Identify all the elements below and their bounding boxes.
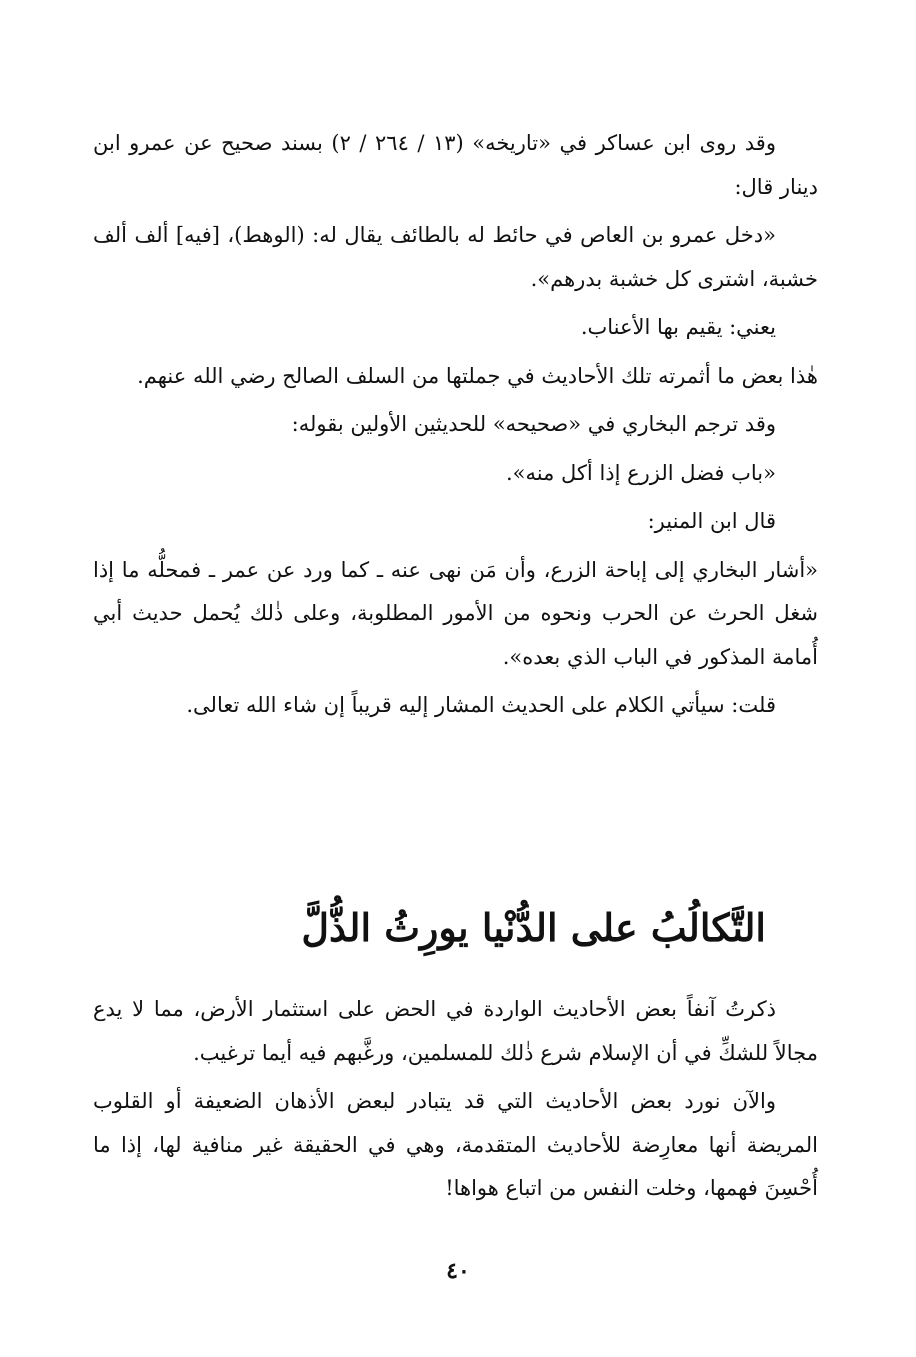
upper-text-block [93,122,818,733]
paragraph-chapter-title: «باب فضل الزرع إذا أكل منه». [505,460,776,485]
paragraph-quote-amr: «دخل عمرو بن العاص في حائط له بالطائف يقال له: (الوهط)، [فيه] ألف ألف خشبة، اشترى كل خشبة بدرهم». [93,223,818,291]
paragraph-mentioned: ذكرتُ آنفاً بعض الأحاديث الواردة في الحض على استثمار الأرض، مما لا يدع مجالاً للشكِّ في أن الإسلام شرع ذٰلك للمسلمين، ورغَّبهم فيه أيما ترغيب. [93,997,818,1065]
paragraph-qultu: قلت: سيأتي الكلام على الحديث المشار إليه قريباً إن شاء الله تعالى. [186,693,776,717]
paragraph-ibn-munir: قال ابن المنير: [647,509,776,533]
page-number: ٤٠ [446,1258,470,1284]
section-heading: التَّكالُبُ على الدُّنْيا يورِثُ الذُّلَّ [301,905,766,950]
paragraph-munir-quote: «أشار البخاري إلى إباحة الزرع، وأن مَن نهى عنه ـ كما ورد عن عمر ـ فمحلُّه ما إذا شغل الحرث عن الحرب ونحوه من الأمور المطلوبة، وعلى ذٰلك يُحمل حديث أبي أُمامة المذكور في الباب الذي بعده». [93,557,818,669]
paragraph-ibn-asakir: وقد روى ابن عساكر في «تاريخه» (١٣ / ٢٦٤ / ٢) بسند صحيح عن عمرو ابن دينار قال: [93,131,818,199]
paragraph-bukhari-chapter: وقد ترجم البخاري في «صحيحه» للحديثين الأولين بقوله: [291,412,776,436]
paragraph-meaning: يعني: يقيم بها الأعناب. [580,315,776,339]
paragraph-now: والآن نورد بعض الأحاديث التي قد يتبادر لبعض الأذهان الضعيفة أو القلوب المريضة أنها معارِضة للأحاديث المتقدمة، وهي في الحقيقة غير منافية لها، إذا ما أُحْسِنَ فهمها، وخلت النفس من اتباع هواها! [93,1089,818,1200]
paragraph-summary: هٰذا بعض ما أثمرته تلك الأحاديث في جملتها من السلف الصالح رضي الله عنهم. [137,363,818,388]
lower-text-block [93,988,818,1216]
